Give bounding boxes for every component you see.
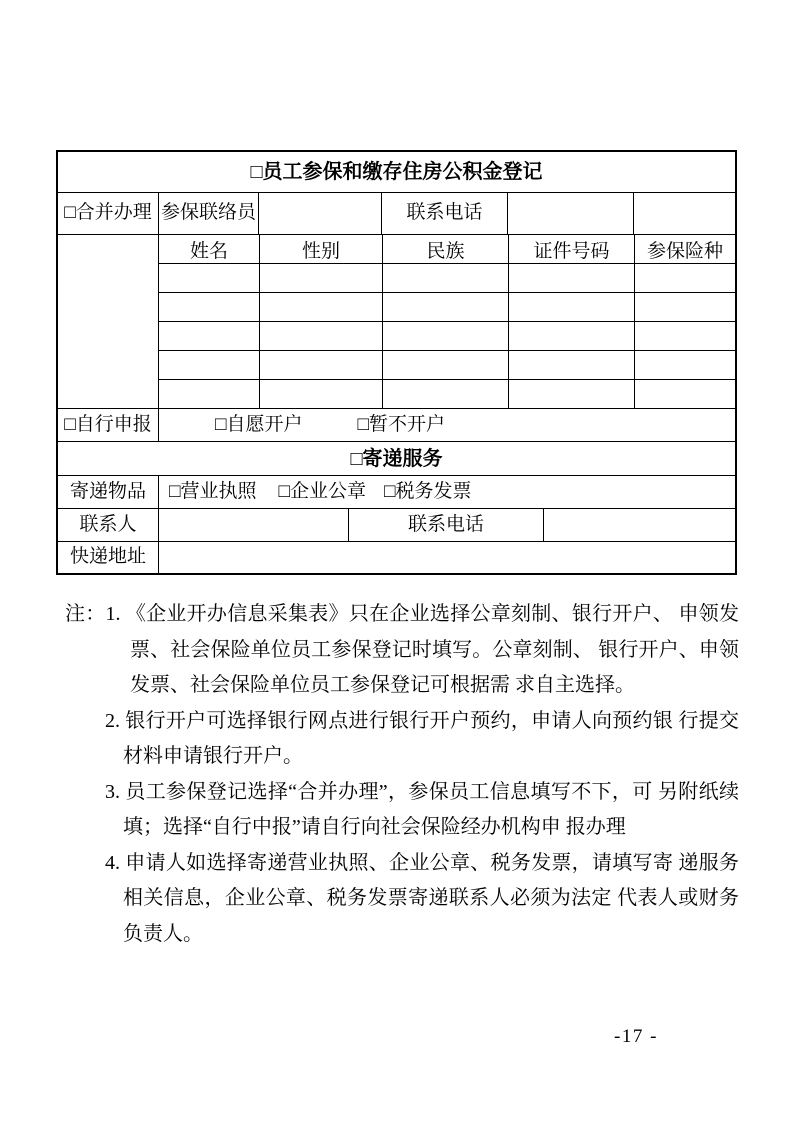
note-text: 《企业开办信息采集表》只在企业选择公章刻制、银行开户、 申领发票、社会保险单位员工参保登记时填写。公章刻制、 银行开户、申领发票、社会保险单位员工参保登记可根据需 求自主选择。: [125, 603, 740, 696]
note-item-2: [65, 704, 739, 775]
employee-insurance-type-header: 参保险种: [634, 235, 735, 263]
merged-blank-cell: [58, 235, 158, 408]
employee-name-cell: [159, 351, 259, 379]
employee-ethnicity-header: 民族: [382, 235, 508, 263]
contact-person-label: 联系人: [79, 513, 137, 535]
liaison-phone-label: 联系电话: [381, 193, 507, 234]
employee-id-number-cell: [508, 380, 634, 408]
employee-gender-cell: [259, 322, 382, 350]
employee-gender-cell: [259, 264, 382, 292]
business-license-option: □营业执照: [169, 480, 257, 502]
voluntary-account-option: □自愿开户: [215, 413, 303, 435]
express-address-value-cell: [158, 542, 735, 573]
notes-section: [65, 597, 739, 952]
employee-ethnicity-cell: [382, 264, 508, 292]
employee-id-number-header: 证件号码: [508, 235, 634, 263]
employee-id-number-cell: [508, 293, 634, 321]
liaison-phone-value-cell: [507, 193, 633, 234]
employee-name-cell: [159, 264, 259, 292]
employee-insurance-type-cell: [634, 351, 735, 379]
delivery-phone-label: 联系电话: [348, 509, 543, 541]
note-text: 员工参保登记选择“合并办理”，参保员工信息填写不下，可 另附纸续填；选择“自行中报”请自行向社会保险经办机构申 报办理: [123, 780, 739, 838]
delivery-service-title-row: [58, 441, 735, 475]
employee-row: [159, 321, 735, 350]
employee-insurance-type-cell: [634, 264, 735, 292]
employee-id-number-cell: [508, 351, 634, 379]
liaison-extra-cell: [633, 193, 735, 234]
no-account-option: □暂不开户: [357, 413, 445, 435]
employee-insurance-type-cell: [634, 293, 735, 321]
form-title-row: [58, 152, 735, 192]
employee-gender-header: 性别: [259, 235, 382, 263]
employee-section: [58, 234, 735, 408]
note-item-3: [65, 775, 739, 846]
note-item-4: [65, 846, 739, 953]
delivery-items-row: [58, 475, 735, 508]
employee-row: [159, 350, 735, 379]
insurance-liaison-label: 参保联络员: [158, 193, 258, 234]
express-address-row: [58, 541, 735, 573]
self-declaration-checkbox: □自行申报: [64, 413, 152, 435]
delivery-items-options-cell: [158, 476, 735, 508]
combined-handling-checkbox: □合并办理: [64, 202, 152, 224]
note-item-1: [65, 597, 739, 704]
employee-name-cell: [159, 380, 259, 408]
employee-ethnicity-cell: [382, 380, 508, 408]
employee-insurance-type-cell: [634, 322, 735, 350]
employee-row: [159, 292, 735, 321]
employee-ethnicity-cell: [382, 351, 508, 379]
employee-row: [159, 263, 735, 292]
express-address-label: 快递地址: [69, 546, 146, 568]
note-text: 银行开户可选择银行网点进行银行开户预约，申请人向预约银 行提交材料申请银行开户。: [123, 709, 740, 767]
combined-handling-row: [58, 192, 735, 234]
employee-gender-cell: [259, 351, 382, 379]
employee-header-row: [159, 235, 735, 263]
employee-name-cell: [159, 293, 259, 321]
registration-form-table: [56, 150, 737, 575]
note-number: 4.: [105, 851, 120, 874]
delivery-service-title: □寄递服务: [350, 447, 443, 470]
delivery-contact-row: [58, 508, 735, 541]
delivery-items-label: 寄递物品: [69, 480, 146, 502]
form-title: □员工参保和缴存住房公积金登记: [250, 161, 543, 183]
employee-insurance-type-cell: [634, 380, 735, 408]
employee-name-header: 姓名: [189, 240, 228, 262]
employee-row: [159, 379, 735, 408]
employee-id-number-cell: [508, 322, 634, 350]
employee-ethnicity-cell: [382, 322, 508, 350]
account-options-cell: [158, 409, 735, 441]
notes-prefix: 注：: [65, 603, 106, 625]
self-declaration-row: [58, 408, 735, 441]
page-number: -17 -: [614, 1026, 658, 1047]
employee-id-number-cell: [508, 264, 634, 292]
employee-grid: [158, 235, 735, 408]
note-number: 3.: [105, 780, 120, 803]
employee-gender-cell: [259, 380, 382, 408]
contact-person-value-cell: [158, 509, 348, 541]
note-number: 1.: [105, 603, 121, 625]
employee-name-cell: [159, 322, 259, 350]
note-text: 申请人如选择寄递营业执照、企业公章、税务发票，请填写寄 递服务相关信息，企业公章、税务发票寄递联系人必须为法定 代表人或财务负责人。: [123, 851, 740, 945]
employee-ethnicity-cell: [382, 293, 508, 321]
tax-invoice-option: □税务发票: [383, 480, 472, 502]
insurance-liaison-value-cell: [258, 193, 381, 234]
delivery-phone-value-cell: [543, 509, 735, 541]
note-number: 2.: [105, 709, 120, 732]
company-seal-option: □企业公章: [278, 480, 366, 502]
employee-gender-cell: [259, 293, 382, 321]
